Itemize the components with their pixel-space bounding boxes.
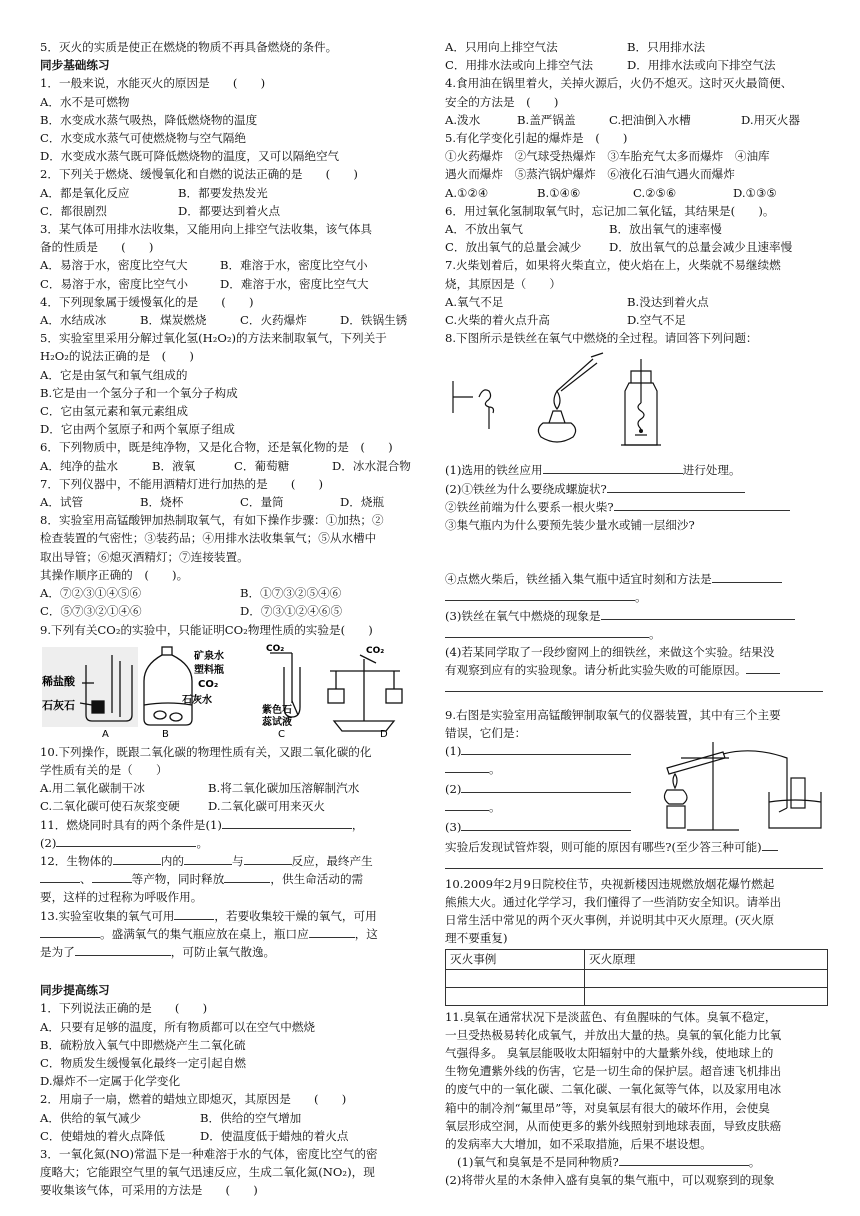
answer-blank[interactable] — [461, 818, 631, 831]
question-p2: 2．用扇子一扇，燃着的蜡烛立即熄灭，其原因是 ( ) — [40, 1092, 347, 1107]
question-4: 4．下列现象属于缓慢氧化的是 ( ) — [40, 294, 254, 309]
option: C．量筒 — [240, 495, 284, 510]
option: A．供给的氧气减少 — [40, 1110, 142, 1125]
option: D．使温度低于蜡烛的着火点 — [200, 1128, 349, 1143]
option: A．试管 — [40, 495, 84, 510]
r9-block — [445, 742, 828, 838]
option: C.二氧化碳可使石灰浆变硬 — [40, 799, 180, 814]
options-row — [445, 56, 828, 74]
answer-blank[interactable] — [174, 907, 214, 920]
option: A．不放出氧气 — [445, 222, 523, 237]
answer-blank[interactable] — [184, 852, 232, 865]
options-row — [40, 1127, 418, 1145]
text-line: H₂O₂的说法正确的是 ( ) — [40, 349, 194, 364]
section-heading-advanced: 同步提高练习 — [40, 983, 110, 998]
text-line: 度略大；它能跟空气里的氧气迅速反应，生成二氧化氮(NO₂)，现 — [40, 1165, 375, 1180]
answer-blank[interactable] — [445, 588, 635, 601]
question-1: 1．一般来说，水能灭火的原因是 ( ) — [40, 76, 266, 91]
answer-item: (2) — [445, 780, 631, 798]
text-line: 的发病率大大增加，如不采取措施，后果不堪设想。 — [445, 1136, 712, 1151]
text-line: 箱中的制冷剂“氟里昂”等，对臭氧层有很大的破坏作用，会使臭 — [445, 1100, 770, 1115]
right-column — [445, 38, 828, 1190]
options-row — [40, 584, 418, 602]
options-row — [445, 184, 828, 202]
options-row — [40, 202, 418, 220]
option: B.没达到着火点 — [627, 294, 709, 309]
answer-blank[interactable] — [445, 856, 823, 869]
option: A．⑦②③①④⑤⑥ — [40, 586, 142, 601]
question-r11: 11.臭氧在通常状况下是淡蓝色、有鱼腥味的气体。臭氧不稳定， — [445, 1009, 777, 1024]
option: B.将二氧化碳加压溶解制汽水 — [208, 781, 360, 796]
table-cell[interactable] — [585, 987, 828, 1005]
options-row — [445, 38, 828, 56]
answer-blank[interactable] — [445, 760, 489, 773]
label-purple-2: 蕊试液 — [262, 716, 292, 728]
option: A．它是由氢气和氧气组成的 — [40, 367, 188, 382]
answer-item: (3) — [445, 818, 631, 836]
option: B.它是由一个氢分子和一个氧分子构成 — [40, 385, 238, 400]
sub-question: (1)氧气和臭氧是不是同种物质? 。 — [457, 1155, 761, 1170]
label-b: B — [162, 728, 169, 739]
apparatus-b — [144, 647, 192, 725]
answer-blank[interactable] — [244, 852, 292, 865]
option: A.用二氧化碳制干冰 — [40, 781, 145, 796]
text-line: 有观察到应有的实验现象。请分析此实验失败的可能原因。 — [445, 661, 828, 679]
text-line: 气强得多。 臭氧层能吸收太阳辐射中的大量紫外线，使地球上的 — [445, 1045, 774, 1060]
iron-wire-figure — [445, 351, 828, 457]
options-row — [445, 238, 828, 256]
text-line: 理不要重复) — [445, 931, 508, 946]
question-r9: 9.右图是实验室用高锰酸钾制取氧气的仪器装置，其中有三个主要 — [445, 707, 781, 722]
option: C．易溶于水，密度比空气小 — [40, 276, 188, 291]
option: B．只用排水法 — [627, 40, 706, 54]
options-row — [40, 457, 418, 475]
label-water: 矿泉水 — [194, 650, 224, 662]
text-line: 。盛满氧气的集气瓶应放在桌上，瓶口应 ，这 — [40, 925, 418, 943]
question-5: 5．实验室里采用分解过氧化氢(H₂O₂)的方法来制取氧气，下列关于 — [40, 331, 387, 346]
option: C．它由氢元素和氧元素组成 — [40, 404, 188, 419]
text-line: 。 — [445, 588, 828, 606]
answer-blank[interactable] — [445, 679, 823, 692]
sub-question: (3)铁丝在氧气中燃烧的现象是 — [445, 607, 828, 625]
answer-blank[interactable] — [543, 461, 683, 474]
option: B．烧杯 — [140, 495, 184, 510]
option: B．液氧 — [152, 458, 196, 473]
options-row — [40, 256, 418, 274]
text-line: 一旦受热极易转化成氧气，并放出大量的热。臭氧的氧化能力比氧 — [445, 1027, 782, 1042]
apparatus-d — [328, 655, 402, 731]
question-8: 8．实验室用高锰酸钾加热制取氧气，有如下操作步骤：①加热；② — [40, 513, 384, 528]
answer-blank[interactable] — [746, 661, 780, 674]
label-acid: 稀盐酸 — [42, 674, 75, 688]
option: A．纯净的盐水 — [40, 458, 118, 473]
option: D．水变成水蒸气既可降低燃烧物的温度，又可以隔绝空气 — [40, 149, 340, 164]
option: B．难溶于水，密度比空气小 — [220, 258, 368, 273]
label-purple-1: 紫色石 — [262, 704, 292, 716]
question-10: 10.下列操作，既跟二氧化碳的物理性质有关，又跟二氧化碳的化 — [40, 744, 372, 759]
spark-icon — [639, 429, 643, 433]
sub-question: ②铁丝前端为什么要系一根火柴? — [445, 498, 828, 516]
option: D.空气不足 — [627, 313, 686, 328]
option: C．⑤⑦③②①④⑥ — [40, 604, 142, 619]
kmno4-apparatus-illustration — [653, 738, 828, 838]
question-p1: 1．下列说法正确的是 ( ) — [40, 1001, 208, 1016]
option: D.①③⑤ — [733, 185, 777, 200]
text-line: 。 — [445, 625, 828, 643]
question-9: 9.下列有关CO₂的实验中，只能证明CO₂物理性质的实验是( ) — [40, 622, 373, 637]
label-stone: 石灰石 — [42, 698, 75, 712]
text-line: 的废气中的一氧化碳、二氧化碳、一氧化氮等气体，以及家用电冰 — [445, 1082, 782, 1097]
answer-blank[interactable] — [222, 816, 352, 829]
option: D．冰水混合物 — [332, 458, 411, 473]
options-row — [40, 275, 418, 293]
option: C．都很剧烈 — [40, 203, 107, 218]
text-line: 检查装置的气密性；③装药品；④用排水法收集氧气；⑤从水槽中 — [40, 531, 377, 546]
option: C．葡萄糖 — [234, 458, 290, 473]
question-11: 11．燃烧同时具有的两个条件是(1) ， — [40, 817, 364, 832]
options-row — [40, 602, 418, 620]
option: A.氧气不足 — [445, 294, 504, 309]
text-line: 遇火而爆炸 ⑤蒸汽锅炉爆炸 ⑥液化石油气遇火而爆炸 — [445, 167, 735, 182]
text-line: 生物免遭紫外线的伤害，它是一切生命的保护层。超音速飞机排出 — [445, 1064, 782, 1079]
co2-apparatus-illustration — [40, 643, 418, 739]
answer-blank[interactable] — [445, 625, 649, 638]
sub-question: ④点燃火柴后，铁丝插入集气瓶中适宜时刻和方法是 — [445, 570, 828, 588]
option: D．它由两个氢原子和两个氧原子组成 — [40, 422, 235, 437]
option: A．水结成冰 — [40, 313, 107, 328]
option: B.盖严锅盖 — [517, 112, 576, 127]
text-line: 错误，它们是： — [445, 725, 527, 740]
sub-question: (2)①铁丝为什么要绕成螺旋状? — [445, 480, 828, 498]
option: D．都要达到着火点 — [178, 203, 281, 218]
label-co2-b: CO₂ — [198, 678, 219, 690]
answer-line: 。 — [445, 760, 501, 778]
text-line: 取出导管；⑥熄灭酒精灯；⑦连接装置。 — [40, 549, 249, 564]
answer-item: (1) — [445, 742, 631, 760]
table-header: 灭火原理 — [585, 950, 828, 969]
section-heading-basic: 同步基础练习 — [40, 58, 110, 73]
text-line: 、 等产物，同时释放 ，供生命活动的需 — [40, 870, 418, 888]
question-r5: 5.有化学变化引起的爆炸是 ( ) — [445, 131, 628, 146]
text-line: 要，这样的过程称为呼吸作用。 — [40, 890, 203, 905]
text-line: 熊熊大火。通过化学学习，我们懂得了一些消防安全知识。请举出 — [445, 894, 782, 909]
label-co2-c: CO₂ — [266, 643, 285, 654]
answer-blank[interactable] — [614, 498, 790, 511]
answer-blank[interactable] — [309, 925, 355, 938]
option: B．放出氧气的速率慢 — [609, 222, 722, 237]
answer-blank[interactable] — [712, 570, 782, 583]
label-d: D — [380, 728, 388, 739]
iron-burning-illustration — [445, 351, 828, 457]
options-row — [40, 1109, 418, 1127]
option: C．火药爆炸 — [240, 313, 307, 328]
answer-blank[interactable] — [224, 870, 270, 883]
options-row — [40, 311, 418, 329]
question-r6: 6．用过氧化氢制取氧气时，忘记加二氧化锰，其结果是( )。 — [445, 203, 775, 218]
table-cell[interactable] — [446, 987, 585, 1005]
option: B．都要发热发光 — [178, 185, 268, 200]
table-header: 灭火事例 — [446, 950, 585, 969]
answer-blank[interactable] — [601, 607, 795, 620]
text-line: 氧层形成空洞，从而使更多的紫外线照射到地球表面，导致皮肤癌 — [445, 1118, 782, 1133]
sub-question: ③集气瓶内为什么要预先装少量水或铺一层细沙? — [445, 518, 695, 533]
question-12: 12．生物体的 内的 与 反应，最终产生 — [40, 853, 373, 868]
option: D．⑦③①②④⑥⑤ — [240, 604, 343, 619]
option: A.①②④ — [445, 185, 489, 200]
label-bottle: 塑料瓶 — [194, 664, 224, 676]
options-row — [40, 493, 418, 511]
options-row — [445, 111, 828, 129]
answer-line — [445, 679, 828, 697]
co2-experiments-figure — [40, 643, 418, 739]
text-line: 日常生活中常见的两个灭火事例，并说明其中灭火原理。(灭火原 — [445, 912, 775, 927]
r9-question: 实验后发现试管炸裂，则可能的原因有哪些?(至少答三种可能) — [445, 838, 828, 856]
table-cell[interactable] — [446, 969, 585, 987]
option: C.把油倒入水槽 — [609, 112, 691, 127]
text-line: 安全的方法是 ( ) — [445, 94, 559, 109]
option: A．只用向上排空气法 — [445, 40, 558, 54]
text-line: 烧，其原因是（ ） — [445, 276, 561, 291]
answer-blank[interactable] — [40, 925, 100, 938]
option: D．用排水法或向下排空气法 — [627, 58, 776, 73]
option: B.①④⑥ — [537, 185, 581, 200]
option: D．难溶于水，密度比空气大 — [220, 276, 369, 291]
answer-line — [445, 856, 828, 874]
option: C.火柴的着火点升高 — [445, 313, 550, 328]
question-13: 13.实验室收集的氧气可用 ，若要收集较干燥的氧气，可用 — [40, 908, 377, 923]
text-line: 备的性质是 ( ) — [40, 240, 154, 255]
answer-blank[interactable] — [92, 870, 132, 883]
sub-question: (1)选用的铁丝应用 进行处理。 — [445, 463, 741, 478]
answer-blank[interactable] — [461, 780, 631, 793]
option: D.爆炸不一定属于化学变化 — [40, 1074, 181, 1089]
question-r7: 7.火柴划着后，如果将火柴直立，使火焰在上，火柴就不易继续燃 — [445, 258, 781, 273]
text-line: ①火药爆炸 ②气球受热爆炸 ③车胎充气太多而爆炸 ④油库 — [445, 149, 770, 164]
option: B．水变成水蒸气吸热，降低燃烧物的温度 — [40, 112, 258, 127]
option: C．用排水法或向上排空气法 — [445, 58, 593, 73]
label-co2-d: CO₂ — [366, 645, 385, 656]
question-p3: 3．一氧化氮(NO)常温下是一种难溶于水的气体，密度比空气的密 — [40, 1146, 378, 1161]
option: B．①⑦③②⑤④⑥ — [240, 586, 342, 601]
option: C．放出氧气的总量会减少 — [445, 240, 582, 255]
option: D.二氧化碳可用来灭火 — [208, 799, 325, 814]
answer-blank[interactable] — [607, 480, 745, 493]
table-cell[interactable] — [585, 969, 828, 987]
answer-blank[interactable] — [461, 742, 631, 755]
option: B．硫粉放入氧气中即燃烧产生二氧化硫 — [40, 1037, 246, 1052]
answer-line: 。 — [445, 798, 501, 816]
question-r8: 8.下图所示是铁丝在氧气中燃烧的全过程。请回答下列问题： — [445, 331, 758, 346]
options-row — [445, 293, 828, 311]
question-2: 2．下列关于燃烧、缓慢氧化和自燃的说法正确的是 ( ) — [40, 167, 358, 182]
option: A．水不是可燃物 — [40, 94, 130, 109]
fire-table — [445, 949, 828, 1005]
options-row — [445, 311, 828, 329]
question-r10: 10.2009年2月9日院校住节，央视新楼因违规燃放烟花爆竹燃起 — [445, 876, 775, 891]
text-line: 要收集该气体，可采用的方法是 ( ) — [40, 1183, 258, 1198]
option: B．煤炭燃烧 — [140, 313, 207, 328]
answer-blank[interactable] — [40, 870, 80, 883]
label-a: A — [102, 728, 109, 739]
options-row — [40, 184, 418, 202]
sub-question: (4)若某同学取了一段纱窗网上的细铁丝，来做这个实验。结果没 — [445, 645, 775, 660]
answer-blank[interactable] — [56, 834, 196, 847]
option: B．供给的空气增加 — [200, 1110, 302, 1125]
answer-blank[interactable] — [75, 943, 171, 956]
label-lime: 石灰水 — [182, 694, 212, 706]
option: A.泼水 — [445, 112, 481, 127]
option: C.②⑤⑥ — [633, 185, 677, 200]
text-line: 其操作顺序正确的 ( )。 — [40, 567, 189, 582]
option: D.用灭火器 — [741, 112, 800, 127]
answer-blank[interactable] — [445, 798, 489, 811]
question-7: 7．下列仪器中，不能用酒精灯进行加热的是 ( ) — [40, 476, 324, 491]
answer-blank[interactable] — [113, 852, 161, 865]
options-row — [40, 779, 418, 797]
option: A．易溶于水，密度比空气大 — [40, 258, 188, 273]
option: C．使蜡烛的着火点降低 — [40, 1128, 165, 1143]
option: D．烧瓶 — [340, 495, 385, 510]
text-line: 5．灭火的实质是使正在燃烧的物质不再具备燃烧的条件。 — [40, 40, 338, 54]
question-r4: 4.食用油在锅里着火，关掉火源后，火仍不熄灭。这时灭火最简便、 — [445, 76, 793, 91]
text-line: 是为了 ，可防止氧气散逸。 — [40, 944, 276, 959]
option: C．物质发生缓慢氧化最终一定引起自燃 — [40, 1055, 246, 1070]
option: D．放出氧气的总量会减少且速率慢 — [609, 240, 793, 255]
option: D．铁锅生锈 — [340, 313, 408, 328]
options-row — [445, 220, 828, 238]
option: A．都是氧化反应 — [40, 185, 130, 200]
answer-blank[interactable] — [619, 1153, 749, 1166]
left-column — [40, 38, 418, 1200]
option: A．只要有足够的温度，所有物质都可以在空气中燃烧 — [40, 1019, 316, 1034]
answer-space[interactable] — [445, 534, 828, 570]
text-line: (2) 。 — [40, 835, 209, 850]
text-line: 学性质有关的是（ ） — [40, 762, 168, 777]
answer-blank[interactable] — [762, 838, 778, 851]
label-c: C — [278, 728, 285, 739]
question-6: 6．下列物质中，既是纯净物，又是化合物，还是氧化物的是 ( ) — [40, 440, 393, 455]
question-3: 3．某气体可用排水法收集，又能用向上排空气法收集，该气体具 — [40, 222, 373, 237]
sub-question: (2)将带火星的木条伸入盛有臭氧的集气瓶中，可以观察到的现象 — [445, 1173, 775, 1188]
option: C．水变成水蒸气可使燃烧物与空气隔绝 — [40, 131, 246, 146]
options-row — [40, 797, 418, 815]
